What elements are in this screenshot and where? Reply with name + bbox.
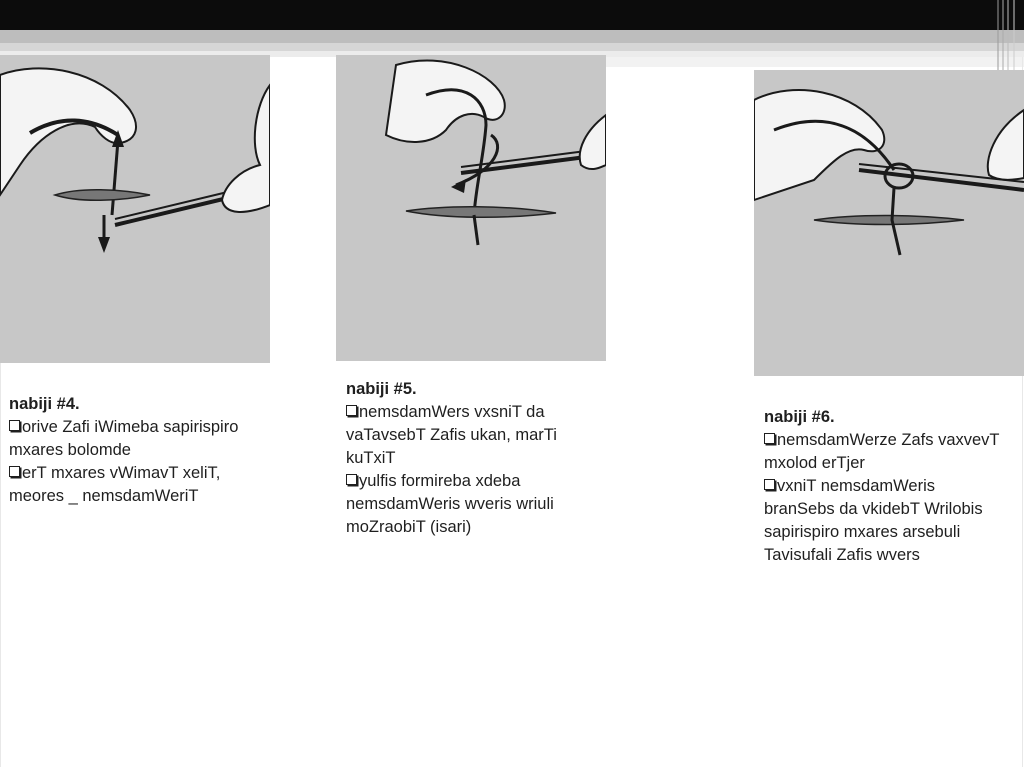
step-6-bullet: vxniT nemsdamWeris branSebs da vkidebT Wrilobis sapirispiro mxares arsebuli Tavisufali Zafis wvers — [764, 477, 983, 564]
step-4-illustration — [0, 55, 270, 363]
step-6-bullet: nemsdamWerze Zafs vaxvevT mxolod erTjer — [764, 431, 1000, 472]
step-5-bullet: yulfis formireba xdeba nemsdamWeris wveris wriuli moZraobiT (isari) — [346, 472, 554, 536]
checkbox-bullet-icon — [764, 433, 775, 444]
checkbox-bullet-icon — [346, 405, 357, 416]
header-band — [606, 57, 1024, 67]
step-6-caption — [764, 406, 1009, 567]
step-4-bullet: orive Zafi iWimeba sapirispiro mxares bolomde — [9, 418, 239, 459]
step-4-caption — [9, 393, 264, 508]
step-5-caption — [346, 378, 601, 539]
step-4-bullet: erT mxares vWimavT xeliT, meores _ nemsdamWeriT — [9, 464, 221, 505]
step-5-illustration — [336, 55, 606, 361]
step-4-title: nabiji #4. — [9, 395, 80, 413]
slide-header-bar — [0, 0, 1024, 30]
checkbox-bullet-icon — [9, 466, 20, 477]
header-band — [0, 30, 1024, 43]
step-5-title: nabiji #5. — [346, 380, 417, 398]
checkbox-bullet-icon — [764, 479, 775, 490]
step-6-title: nabiji #6. — [764, 408, 835, 426]
decorative-lines — [994, 0, 1024, 70]
step-5-bullet: nemsdamWers vxsniT da vaTavsebT Zafis ukan, marTi kuTxiT — [346, 403, 557, 467]
header-band — [0, 43, 1024, 51]
checkbox-bullet-icon — [346, 474, 357, 485]
checkbox-bullet-icon — [9, 420, 20, 431]
step-6-illustration — [754, 70, 1024, 376]
